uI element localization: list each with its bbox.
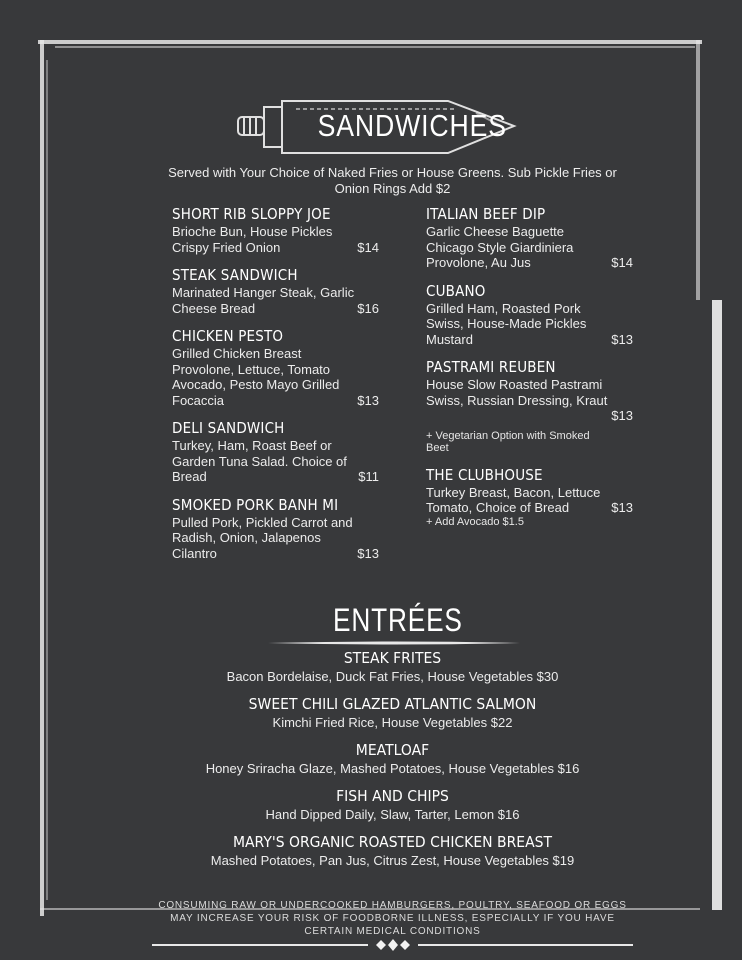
item-desc-line: Radish, Onion, Jalapenos bbox=[172, 530, 321, 545]
entree-item bbox=[120, 786, 665, 823]
entree-name: MEATLOAF bbox=[355, 741, 430, 759]
item-desc-line: Provolone, Au Jus bbox=[426, 255, 531, 270]
item-price: $14 bbox=[357, 239, 379, 255]
item-desc-line: Garden Tuna Salad. Choice of bbox=[172, 453, 347, 469]
frame-left-border bbox=[40, 40, 44, 916]
entree-name: MARY'S ORGANIC ROASTED CHICKEN BREAST bbox=[232, 833, 553, 851]
entree-item bbox=[120, 694, 665, 731]
entree-name: SWEET CHILI GLAZED ATLANTIC SALMON bbox=[248, 695, 537, 713]
frame-left-border-inner bbox=[46, 60, 48, 900]
item-description bbox=[172, 515, 387, 562]
menu-item bbox=[172, 327, 387, 408]
item-price: $13 bbox=[611, 408, 633, 423]
disclaimer-line: CONSUMING RAW OR UNDERCOOKED HAMBURGERS, POULTRY, SEAFOOD OR EGGS bbox=[158, 900, 627, 911]
sandwiches-intro: Served with Your Choice of Naked Fries or House Greens. Sub Pickle Fries or Onion Rings Add $2 bbox=[168, 165, 617, 196]
item-description bbox=[172, 224, 387, 255]
item-description bbox=[172, 285, 387, 316]
item-description bbox=[172, 438, 387, 485]
entrees-underline bbox=[268, 640, 520, 646]
item-desc-line: Cilantro bbox=[172, 545, 217, 561]
food-safety-disclaimer bbox=[150, 899, 635, 938]
item-desc-line: Focaccia bbox=[172, 392, 225, 408]
sandwiches-right-column bbox=[426, 205, 641, 539]
entree-item bbox=[120, 648, 665, 685]
item-desc-line: Cheese Bread bbox=[172, 300, 256, 316]
item-price: $13 bbox=[611, 500, 633, 515]
item-price: $16 bbox=[357, 300, 379, 316]
entree-description: Kimchi Fried Rice, House Vegetables $22 bbox=[272, 715, 513, 730]
menu-item bbox=[172, 266, 387, 316]
frame-top-border-inner bbox=[55, 46, 695, 48]
item-description bbox=[172, 346, 387, 408]
item-price: $13 bbox=[357, 545, 379, 561]
item-price: $11 bbox=[358, 469, 379, 484]
item-price: $13 bbox=[357, 392, 379, 408]
item-desc-line: Turkey, Ham, Roast Beef or bbox=[172, 438, 332, 453]
item-note: + Add Avocado $1.5 bbox=[426, 515, 524, 528]
menu-item bbox=[172, 496, 387, 562]
item-desc-line: Pulled Pork, Pickled Carrot and bbox=[172, 514, 353, 530]
item-desc-line: Mustard bbox=[426, 331, 473, 347]
item-price: $13 bbox=[611, 331, 633, 347]
frame-top-border bbox=[38, 40, 702, 44]
entree-description: Hand Dipped Daily, Slaw, Tarter, Lemon $16 bbox=[265, 807, 520, 822]
item-description bbox=[426, 224, 641, 271]
entree-description: Honey Sriracha Glaze, Mashed Potatoes, House Vegetables $16 bbox=[205, 761, 580, 776]
item-description bbox=[426, 485, 641, 529]
item-name: SHORT RIB SLOPPY JOE bbox=[172, 205, 331, 223]
item-desc-line: Grilled Ham, Roasted Pork bbox=[426, 300, 581, 316]
item-description bbox=[426, 301, 641, 348]
item-desc-line: Swiss, House-Made Pickles bbox=[426, 316, 587, 331]
menu-item bbox=[172, 205, 387, 255]
entrees-title: ENTRÉES bbox=[333, 602, 463, 638]
item-name: CHICKEN PESTO bbox=[172, 327, 284, 345]
sandwiches-title: SANDWICHES bbox=[317, 108, 507, 143]
item-name: STEAK SANDWICH bbox=[172, 266, 298, 284]
item-desc-line: Tomato, Choice of Bread bbox=[426, 500, 570, 515]
item-desc-line: Marinated Hanger Steak, Garlic bbox=[172, 285, 355, 300]
item-desc-line: House Slow Roasted Pastrami bbox=[426, 377, 603, 392]
item-price: $14 bbox=[611, 255, 633, 270]
item-desc-line: Garlic Cheese Baguette bbox=[426, 224, 565, 239]
item-description bbox=[426, 377, 641, 455]
diamond-ornament-icon bbox=[368, 938, 418, 952]
menu-item bbox=[426, 282, 641, 348]
item-desc-line: Grilled Chicken Breast bbox=[172, 346, 302, 361]
frame-right-border bbox=[696, 40, 700, 300]
item-name: PASTRAMI REUBEN bbox=[426, 358, 556, 376]
item-desc-line: Provolone, Lettuce, Tomato bbox=[172, 361, 331, 377]
disclaimer-line: CERTAIN MEDICAL CONDITIONS bbox=[304, 926, 481, 937]
item-desc-line: Chicago Style Giardiniera bbox=[426, 239, 574, 255]
frame-right-border-thick bbox=[712, 300, 722, 910]
item-name: ITALIAN BEEF DIP bbox=[426, 205, 546, 223]
item-desc-line: Brioche Bun, House Pickles bbox=[172, 224, 333, 239]
item-desc-line: Bread bbox=[172, 469, 207, 484]
menu-item bbox=[426, 466, 641, 529]
sandwiches-left-column bbox=[172, 205, 387, 572]
menu-item bbox=[426, 358, 641, 455]
entree-item bbox=[120, 740, 665, 777]
entree-description: Bacon Bordelaise, Duck Fat Fries, House Vegetables $30 bbox=[226, 669, 559, 684]
entree-item bbox=[120, 832, 665, 869]
menu-item bbox=[172, 419, 387, 485]
disclaimer-line: MAY INCREASE YOUR RISK OF FOODBORNE ILLNESS, ESPECIALLY IF YOU HAVE bbox=[170, 913, 615, 924]
item-name: CUBANO bbox=[426, 281, 486, 300]
item-desc-line: Avocado, Pesto Mayo Grilled bbox=[172, 377, 340, 392]
item-desc-line: Swiss, Russian Dressing, Kraut bbox=[426, 392, 608, 408]
entree-name: STEAK FRITES bbox=[343, 649, 442, 667]
item-desc-line: Turkey Breast, Bacon, Lettuce bbox=[426, 484, 601, 500]
entree-description: Mashed Potatoes, Pan Jus, Citrus Zest, House Vegetables $19 bbox=[210, 853, 575, 868]
menu-item bbox=[426, 205, 641, 271]
item-desc-line: Crispy Fried Onion bbox=[172, 239, 281, 255]
entree-name: FISH AND CHIPS bbox=[336, 787, 449, 805]
item-name: DELI SANDWICH bbox=[172, 419, 285, 437]
item-name: SMOKED PORK BANH MI bbox=[172, 495, 339, 514]
item-note: + Vegetarian Option with Smoked Beet bbox=[426, 429, 590, 454]
item-name: THE CLUBHOUSE bbox=[426, 465, 543, 484]
